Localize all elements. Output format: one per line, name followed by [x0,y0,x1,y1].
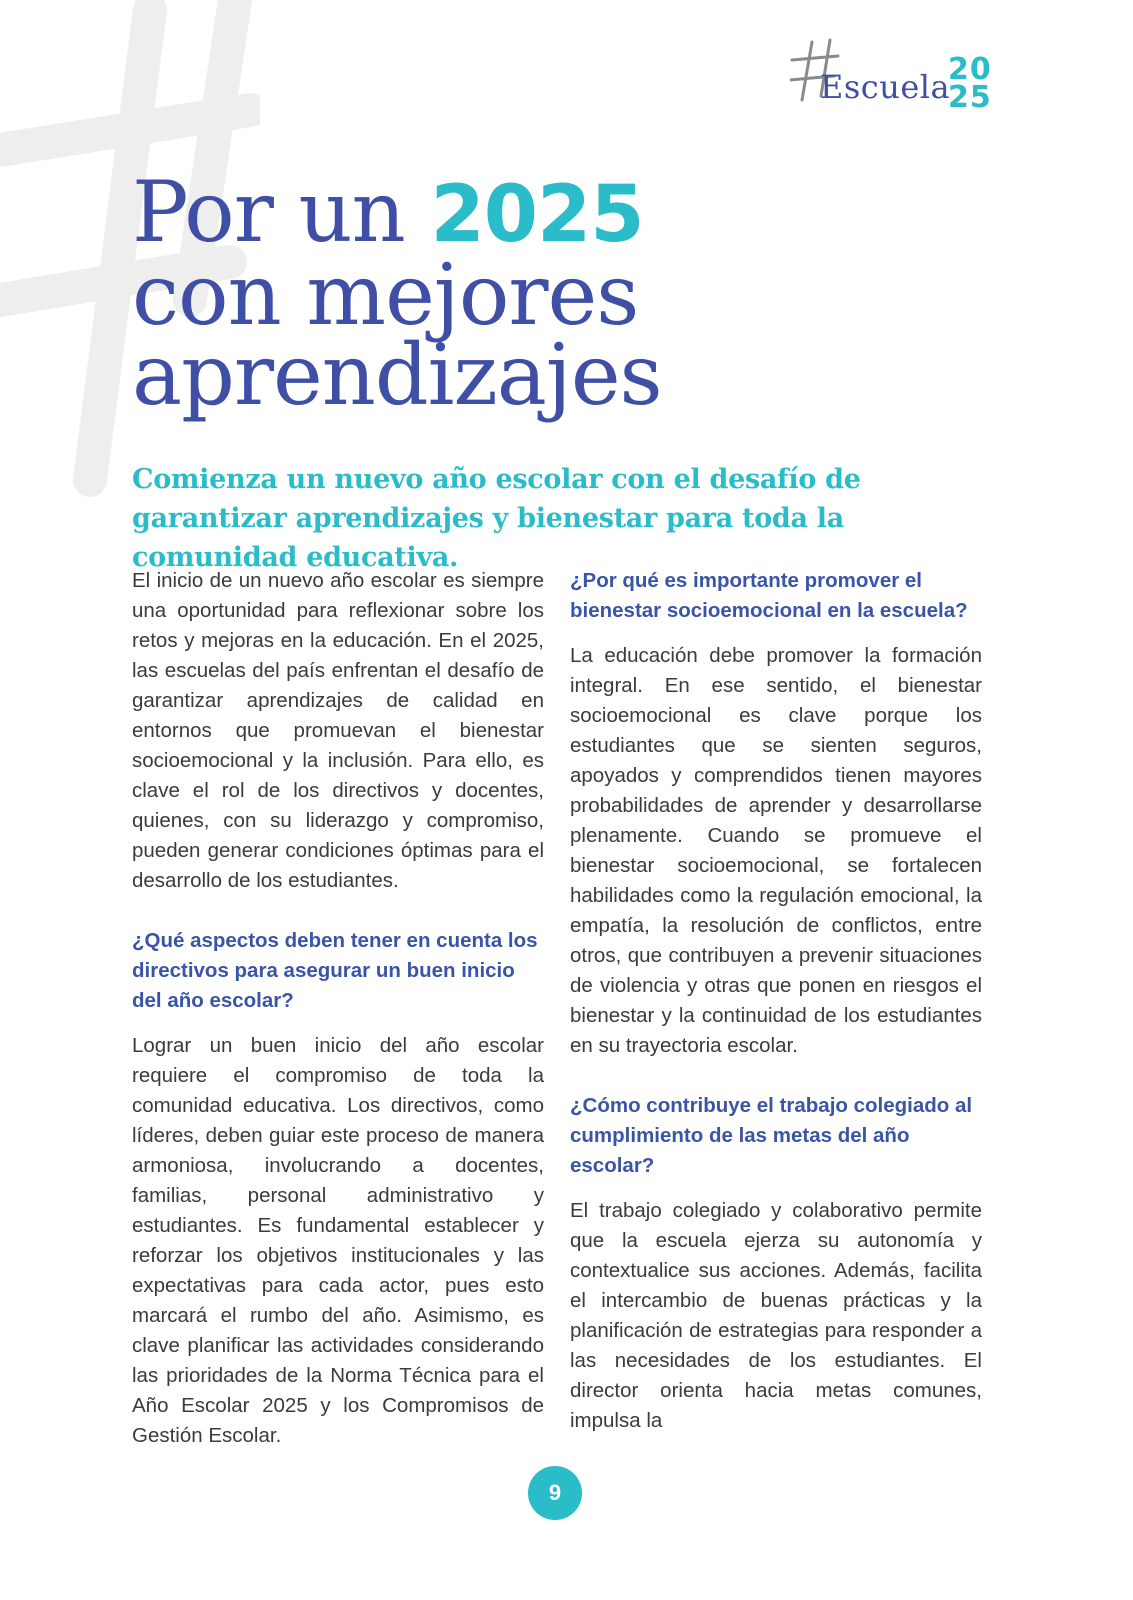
subtitle: Comienza un nuevo año escolar con el desafío de garantizar aprendizajes y bienestar para toda la comunidad educativa. [132,464,861,573]
logo-year [948,52,992,115]
section-heading-collegiate-work: ¿Cómo contribuye el trabajo colegiado al cumplimiento de las metas del año escolar? [570,1094,973,1177]
section-body-collegiate-work: El trabajo colegiado y colaborativo permite que la escuela ejerza su autonomía y contextualice sus acciones. Además, facilita el intercambio de buenas prácticas y la planificación de estrategias para responder a las necesidades de los estudiantes. El director orienta hacia metas comunes, impulsa la [570,1199,982,1432]
intro-paragraph: El inicio de un nuevo año escolar es siempre una oportunidad para reflexionar sobre los retos y mejoras en la educación. En el 2025, las escuelas del país enfrentan el desafío de garantizar aprendizajes de calidad en entornos que promuevan el bienestar socioemocional y la inclusión. Para ello, es clave el rol de los directivos y docentes, quienes, con su liderazgo y compromiso, pueden generar condiciones óptimas para el desarrollo de los estudiantes. [132,569,544,892]
logo-year-top: 20 [948,52,992,87]
logo-word: Escuela [820,68,951,106]
section-body-wellbeing: La educación debe promover la formación integral. En ese sentido, el bienestar socioemocional es clave porque los estudiantes que se sienten seguros, apoyados y comprendidos tienen mayores probabilidades de aprender y desarrollarse plenamente. Cuando se promueve el bienestar socioemocional, se fortalecen habilidades como la regulación emocional, la empatía, la resolución de conflictos, entre otros, que contribuyen a prevenir situaciones de violencia y otras que ponen en riesgos el bienestar y la continuidad de los estudiantes en su trayectoria escolar. [570,644,982,1057]
logo-year-bottom: 25 [948,80,992,115]
title-line3: aprendizajes [132,326,662,424]
section-body-start-of-year: Lograr un buen inicio del año escolar requiere el compromiso de toda la comunidad educativa. Los directivos, como líderes, deben guiar este proceso de manera armoniosa, involucrando a docentes, familias, personal administrativo y estudiantes. Es fundamental establecer y reforzar los objetivos institucionales y las expectativas para cada actor, pues esto marcará el rumbo del año. Asimismo, es clave planificar las actividades considerando las prioridades de la Norma Técnica para el Año Escolar 2025 y los Compromisos de Gestión Escolar. [132,1034,544,1447]
page-number-badge: 9 [528,1466,582,1520]
escuela-2025-logo [790,38,1010,128]
title-line2: con mejores [132,246,639,344]
page-title [132,163,662,424]
section-heading-start-of-year: ¿Qué aspectos deben tener en cuenta los directivos para asegurar un buen inicio del año escolar? [132,929,538,1012]
title-year: 2025 [430,170,644,260]
title-line1-prefix: Por un [132,163,431,261]
section-heading-wellbeing: ¿Por qué es importante promover el bienestar socioemocional en la escuela? [570,569,968,622]
right-column [570,566,982,1436]
left-column [132,566,544,1451]
